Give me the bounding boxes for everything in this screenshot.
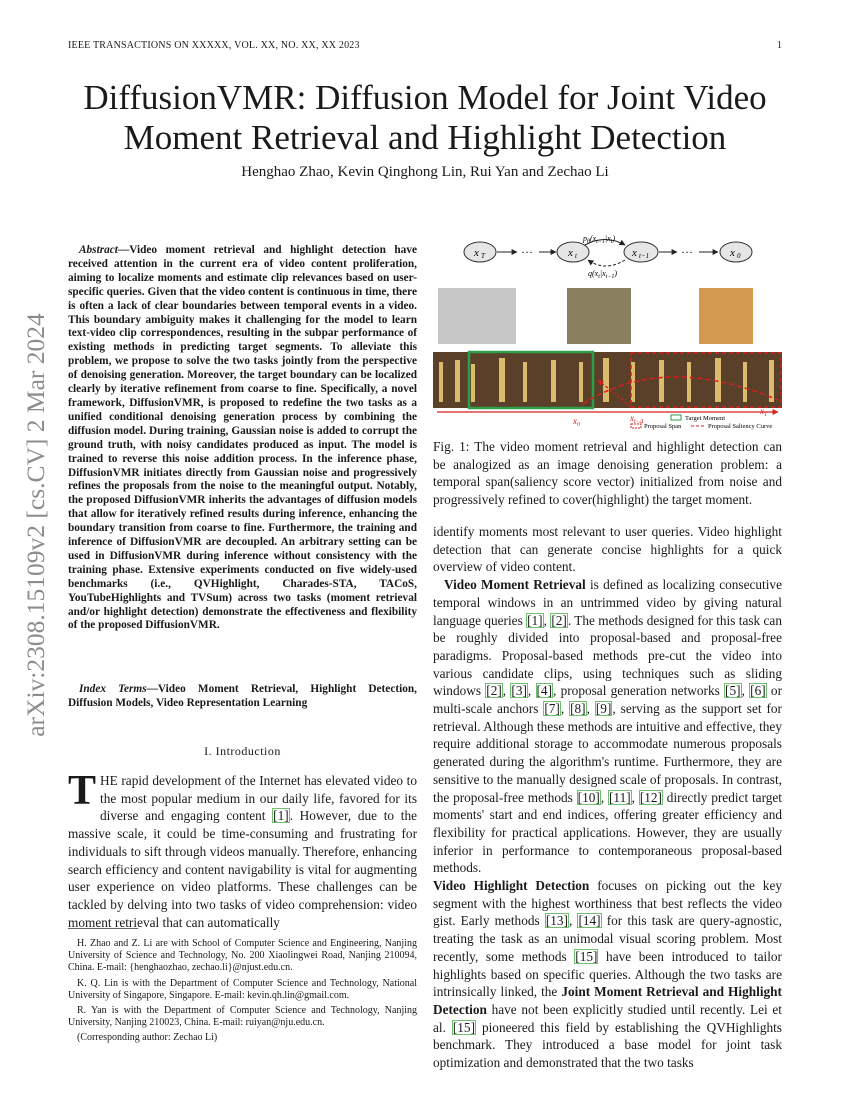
node-xT-label: x [474, 247, 479, 259]
citation-link[interactable]: [8] [570, 701, 586, 717]
diffusion-chain-diagram [433, 232, 782, 432]
vmr-heading: Video Moment Retrieval [444, 577, 586, 593]
node-xT-sub: T [481, 252, 485, 260]
node-x0-sub: 0 [737, 252, 741, 260]
citation-link[interactable]: [9] [595, 701, 612, 717]
abstract-text: —Video moment retrieval and highlight detection have received attention in the current era of video content proliferation, aiming to localize moments and estimate clip relevances based on user-specific queries. Given that the video content is continuous in time, there is often a lack of clear boundaries between temporal events in a video. This boundary ambiguity makes it challenging for the model to learn text-video clip correspondences, resulting in the subpar performance of existing methods in predicting target segments. To alleviate this problem, we propose to solve the two tasks jointly from the perspective of denoising generation. Moreover, the target boundary can be localized clearly by iterative refinement from coarse to fine. Specifically, a novel framework, DiffusionVMR, is proposed to redefine the two tasks as a unified conditional denoising generation process by combining the diffusion model. During training, Gaussian noise is added to corrupt the ground truth, with noisy candidates produced as input. The model is trained to reverse this noise addition process. In the inference phase, DiffusionVMR initiates directly from Gaussian noise and progressively refines the proposals from the noise to the meaningful output. Notably, the proposed DiffusionVMR inherits the advantages of diffusion models that allow for iteratively refined results during inference, enhancing the boundary transition from coarse to fine. Furthermore, the training and inference of DiffusionVMR are decoupled. An arbitrary setting can be used in DiffusionVMR during inference without consistency with the training phase. Extensive experiments conducted on five widely-used benchmarks (i.e., QVHighlight, Charades-STA, TACoS, YouTubeHighlights and TVSum) across two tasks (moment retrieval and/or highlight detection) demonstrate the effectiveness and flexibility of the proposed DiffusionVMR. [68, 244, 417, 632]
section-heading-introduction: I. Introduction [204, 744, 281, 758]
introduction-paragraph [68, 768, 417, 931]
citation-link[interactable]: [1] [273, 808, 289, 824]
noise-image [438, 288, 516, 344]
chain-dots-2: ··· [681, 245, 693, 259]
abstract-label: Abstract [79, 244, 118, 256]
citation-link[interactable]: [10] [577, 789, 600, 805]
paper-title [60, 78, 790, 158]
citation-link[interactable]: [3] [511, 683, 527, 699]
footnote-1: H. Zhao and Z. Li are with School of Computer Science and Engineering, Nanjing University of Science and Technology, No. 200 Xiaolingwei Road, Nanjing 210094, China. E-mail: {henghaozhao, zechao.li}@njust.edu.cn. [68, 938, 417, 974]
vhd-heading: Video Highlight Detection [433, 878, 590, 894]
footnotes [68, 938, 417, 1048]
arxiv-id: arXiv:2308.15109v2 [cs.CV] 2 Mar 2024 [21, 313, 50, 737]
author-list: Henghao Zhao, Kevin Qinghong Lin, Rui Yan and Zechao Li [241, 164, 609, 180]
figure-1 [433, 232, 782, 432]
citation-link[interactable]: [7] [544, 701, 560, 717]
node-x0-label: x [730, 247, 735, 259]
index-terms-text: —Video Moment Retrieval, Highlight Detection, Diffusion Models, Video Representation Learning [68, 683, 417, 709]
axis-label-xT: $x_T$ [760, 406, 768, 418]
abstract [68, 244, 417, 633]
node-xt-minus-1 [624, 242, 658, 262]
node-xt-sub: t [575, 252, 577, 260]
footnote-2: K. Q. Lin is with the Department of Computer Science and Technology, National University of Singapore, Singapore. E-mail: kevin.qh.lin@gmail.com. [68, 977, 417, 1001]
node-xt1-label: x [632, 247, 637, 259]
title-line-1: DiffusionVMR: Diffusion Model for Joint Video [83, 78, 767, 117]
citation-link[interactable]: [6] [750, 683, 766, 699]
chain-dots-1: ··· [521, 245, 533, 259]
running-header: IEEE TRANSACTIONS ON XXXXX, VOL. XX, NO. XX, XX 2023 [68, 40, 360, 51]
legend-span-label: Proposal Span [644, 423, 682, 430]
citation-link[interactable]: [4] [536, 683, 553, 699]
legend-target-label: Target Moment [685, 415, 726, 422]
arxiv-stamp [14, 290, 58, 760]
caption-label: Fig. 1: [433, 439, 470, 454]
joint-task-heading: Joint Moment Retrieval and Highlight Detection [433, 984, 782, 1017]
node-xt [557, 242, 589, 262]
citation-link[interactable]: [14] [578, 913, 601, 929]
reverse-process-label: $p_\theta(x_{t-1}|x_t)$ [583, 234, 615, 245]
page-number: 1 [777, 40, 782, 51]
axis-label-x0: $x_0$ [573, 416, 580, 428]
caption-text: The video moment retrieval and highlight detection can be analogized as an image denoising generation problem: a temporal span(saliency score vector) initialized from noise and progressively refined to cover(highlight) the target moment. [433, 439, 783, 508]
node-xt-label: x [568, 247, 573, 259]
citation-link[interactable]: [5] [725, 683, 741, 699]
node-xt1-sub: t−1 [639, 252, 650, 260]
citation-link[interactable]: [1] [527, 612, 543, 628]
paragraph-continuation: identify moments most relevant to user queries. Video highlight detection that can generate concise highlights for a quick overview of video content. [433, 524, 782, 575]
intro-first-word: HE [100, 773, 118, 788]
figure-1-caption [433, 438, 782, 509]
noisy-cat-image [567, 288, 631, 344]
footnote-4: (Corresponding author: Zechao Li) [77, 1032, 218, 1044]
intro-text-a: rapid development of the Internet has elevated video to the most popular medium in our daily life, favored for its diverse and engaging content [100, 773, 417, 824]
forward-process-label: $q(x_t|x_{t-1})$ [588, 269, 618, 280]
index-terms-label: Index Terms [79, 683, 147, 695]
axis-label-xt-delta: $x_{t-\Delta}$ [630, 413, 644, 425]
footnote-3: R. Yan is with the Department of Computer Science and Technology, Nanjing University, Nanjing 210023, China. E-mail: ruiyan@nju.edu.cn. [68, 1005, 417, 1029]
citation-link[interactable]: [13] [545, 913, 568, 929]
citation-link[interactable]: [15] [452, 1019, 476, 1035]
citation-link[interactable]: [12] [639, 789, 662, 805]
clean-cat-image [699, 288, 753, 344]
citation-link[interactable]: [15] [575, 948, 598, 964]
paragraph-vmr: Video Moment Retrieval is defined as localizing consecutive temporal windows in an untrimmed video by giving natural language queries [1], [2]. The methods designed for this task can be roughly divided into proposal-based and proposal-free paradigms. Proposal-based methods pre-cut the video into various candidate clips, using techniques such as sliding windows [2], [3], [4], proposal generation networks [5], [6] or multi-scale anchors [7], [8], [9], serving as the support set for retrieval. Although these methods are intuitive and effective, they require additional storage to accommodate numerous proposals generated during the algorithm's runtime. Furthermore, they are sensitive to the manually designed scale of proposals. In contrast, the proposal-free methods [10], [11], [12] directly predict target moments' start and end indices, offering greater efficiency and flexibility for practical applications. However, they are usually inferior in performance to contemporaneous proposal-based methods. Video Highlight Detection focuses on picking out the key segment with the highest worthiness that best reflects the video gist. Early methods [13], [14] for this task are query-agnostic, treating the task as an unimodal visual scoring problem. Most recently, some methods [15] have been introduced to tailor highlights based on specific queries. Although the two tasks are intrinsically linked, the Joint Moment Retrieval and Highlight Detection have not been explicitly studied until recently. Lei et al. [15] pioneered this field by establishing the QVHighlights benchmark. They introduced a base model for joint task optimization and demonstrated that the two tasks [433, 577, 783, 1071]
title-line-2: Moment Retrieval and Highlight Detection [123, 118, 727, 157]
node-xT [464, 242, 496, 262]
legend-curve-label: Proposal Saliency Curve [708, 423, 773, 430]
index-terms [68, 683, 417, 711]
node-x0 [720, 242, 752, 262]
legend-target-swatch [671, 415, 681, 420]
intro-text-b: . However, due to the massive scale, it could be time-consuming and frustrating for individuals to sift through videos manually. Therefore, enhancing search efficiency and content navigability is vital for augmenting user experience on video platforms. These challenges can be tackled by delving into two tasks of video comprehension: video moment retrieval that can automatically [68, 808, 417, 930]
drop-cap: T [68, 768, 97, 814]
citation-link[interactable]: [2] [551, 612, 567, 628]
footnote-rule [68, 928, 138, 929]
citation-link[interactable]: [2] [486, 683, 502, 699]
citation-link[interactable]: [11] [608, 789, 631, 805]
right-column-body [433, 523, 782, 1072]
